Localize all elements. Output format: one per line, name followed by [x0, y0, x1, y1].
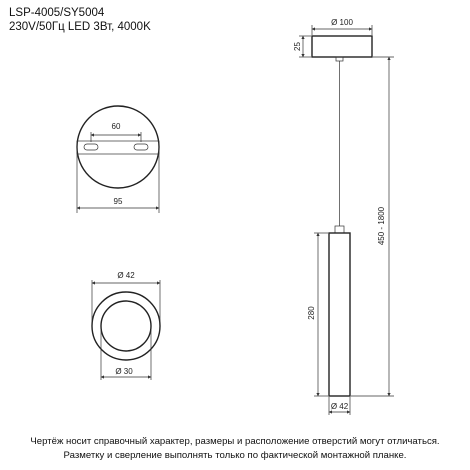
lamp-bottom-view: [92, 271, 160, 380]
ring-outer: [92, 292, 160, 360]
model-title: LSP-4005/SY5004: [9, 7, 105, 19]
dim-slot-width: 60: [111, 122, 121, 131]
ring-inner: [101, 301, 151, 351]
mounting-plate: [77, 141, 159, 154]
mount-slot-left: [84, 144, 98, 150]
canopy-outline: [77, 106, 159, 188]
dim-body-height: 280: [307, 306, 317, 320]
canopy-side: [312, 36, 372, 57]
disclaimer-line-2: Разметку и сверление выполнять только по фактической монтажной планке.: [63, 450, 407, 461]
dim-ring-outer: Ø 42: [117, 271, 135, 280]
dim-cable-length: 450 - 1800: [377, 206, 387, 246]
canopy-top-view: [77, 106, 159, 213]
mount-slot-right: [134, 144, 148, 150]
dim-canopy-diameter: 95: [113, 197, 123, 206]
lamp-body: [329, 233, 350, 396]
dim-canopy-top: Ø 100: [331, 18, 353, 27]
spec-line: 230V/50Гц LED 3Вт, 4000K: [9, 21, 151, 33]
body-clamp: [335, 226, 344, 233]
dim-body-diameter: Ø 42: [330, 402, 349, 411]
dim-ring-inner: Ø 30: [115, 367, 133, 376]
dim-canopy-height: 25: [293, 42, 303, 51]
lamp-side-view: [293, 18, 394, 415]
disclaimer-line-1: Чертёж носит справочный характер, размеры и расположение отверстий могут отличаться.: [30, 436, 440, 447]
